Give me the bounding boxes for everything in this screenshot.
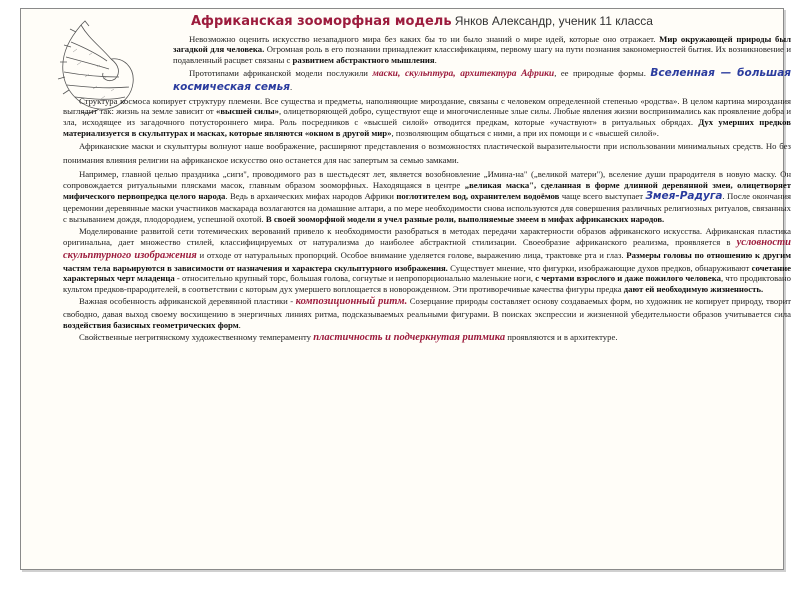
p2-text-c: , ее природные формы. (554, 68, 646, 79)
p1-bold-b: Мир окружающей природы был загадкой для человека. (173, 33, 791, 55)
p3-bold-d: Дух умерших предков материализуется в скульптурах и масках, которые являются «окном в другой мир» (63, 117, 791, 138)
p1-text-c: Огромная роль в его познании принадлежит классификациям, первому шагу на пути познания закономерностей бытия. Их возникновение и подавленный расцвет связаны с (173, 44, 792, 65)
p3-text-c: , олицетворяющей добро, существуют еще и многочисленные злые силы. Любые явления жизни воспринимались как проявление добра и зла, исходящее из загадочного потустороннего мира. Роль посредников с «высшей силой» отводится предкам, которые «участвуют» в ритуальных обрядах. (63, 106, 792, 128)
p1-text-e: . (434, 54, 437, 65)
p5-text-a: Например, главной целью праздника „сиги", проводимого раз в шестьдесят лет, является возобновление „Имина-на" („великой матери"), вселение души прародителя в новую маску. Он сопровождается ритуальными плясками масок, главным образом зооморфных. Находящаяся в центре (63, 169, 791, 190)
p5-text-g: . После окончания церемонии деревянные маски участников маскарада возлагаются на домашние алтари, а по мере необходимости снова используются для совершения различных религиозных ритуалов, связанных с вызыванием дождя, плодородием, успешной охотой. (63, 191, 792, 224)
paragraph-4 (63, 140, 791, 167)
p6-text-a: Моделирование развитой сети тотемических верований привело к необходимости разобраться в методах передачи характерности образов африканского искусства. Африканская пластика оригинальна, дает множество стилей, классифицируемых от натурализма до наиболее абстрактной стилизации. Своеобразие африканского реализма, проявляется в (63, 226, 791, 248)
paragraph-7 (63, 296, 791, 330)
p7-bold-d: воздействия базисных геометрических форм (63, 319, 239, 330)
p2-highlight-d: Вселенная — большая космическая семья (173, 67, 792, 93)
p5-bold-h: В своей зооморфной модели я учел разные роли, выполняемые змеем в мифах африканских народов. (265, 213, 665, 224)
p6-bold-d: Размеры головы по отношению к другим частям тела варьируются в зависимости от назначения и характера скульптурного изображения. (63, 249, 792, 273)
p6-text-i: , что продиктовано культом предков-прародителей, в соответствии с которым дух умершего воплощается в новорожденном. Эти противоречивые качества фигуры предка (63, 273, 792, 294)
page-title (191, 13, 791, 30)
p1-text-a: Невозможно оценить искусство незападного мира без каких бы то ни было знаний о мире идей, которые оно отражает. (189, 33, 656, 44)
intro-block (173, 34, 791, 94)
p6-bold-j: дают ей необходимую жизненность. (623, 283, 764, 294)
title-main: Африканская зооморфная модель (191, 14, 452, 29)
p6-text-c: и отходе от натуральных пропорций. Особое внимание уделяется голове, выражению лица, трактовке рта и глаз. (199, 249, 624, 260)
document-page (20, 8, 792, 570)
p3-text-e: , позволяющим общаться с ними, а при их помощи и с «высшей силой». (391, 127, 659, 138)
p6-highlight-b: условности скульптурного изображения (63, 237, 791, 261)
p6-text-g: - относительно крупный торс, большая голова, согнутые и непропорционально маленькие ноги, (176, 273, 534, 284)
paragraph-1 (173, 34, 791, 66)
p2-text-a: Прототипами африканской модели послужили (189, 68, 368, 79)
document-content (63, 13, 791, 347)
p2-highlight-b: маски, скульптура, архитектура Африки (372, 69, 555, 80)
p6-bold-f: сочетание характерных черт младенца (63, 262, 791, 284)
p7-highlight-b: композиционный ритм. (295, 296, 408, 308)
p6-bold-h: с чертами взрослого и даже пожилого человека (535, 273, 721, 284)
p4-text-a: Африканские маски и скульптуры волнуют наше воображение, расширяют представления о возможностях пластической выразительности при использовании минимальных средств. Но без понимания влияния религии на африканское искусство оно останется для нас запертым за семью замками. (63, 141, 791, 165)
paragraph-2 (173, 67, 791, 93)
p8-text-a: Свойственные негритянскому художественному темпераменту (79, 332, 312, 343)
p3-text-a: Структура космоса копирует структуру племени. Все существа и предметы, наполняющие мироздание, связаны с человеком определенной степенью «родства». В целом картина мироздания выглядит так: жизнь на земле зависит от (63, 95, 791, 117)
p1-bold-d: развитием абстрактного мышления (292, 54, 435, 65)
p8-text-c: проявляются и в архитектуре. (507, 332, 618, 343)
p8-highlight-b: пластичность и подчеркнутая ритмика (313, 332, 506, 344)
paragraph-6 (63, 226, 791, 294)
p5-bold-b: „великая маска", сделанная в форме длинной деревянной змеи, олицетворяет мифического первопредка целого народа (63, 179, 792, 202)
paragraph-3 (63, 96, 791, 138)
p5-highlight-f: Змея-Радуга (645, 190, 723, 203)
p5-text-c: . Ведь в архаических мифах народов Африки (225, 191, 394, 202)
p7-text-a: Важная особенность африканской деревянной пластики - (79, 296, 294, 307)
p7-text-c: Созерцание природы составляет основу создаваемых форм, но художник не копирует природу, творит свободно, давая выход своему восхищению в энергичных линиях ритма, подсказываемых реальными фигурами. В поисках экспрессии и жизненной убедительности образов учитывается сила (63, 296, 792, 320)
p5-text-e: чаще всего выступает (561, 191, 644, 202)
p6-text-e: Существует мнение, что фигурки, изображающие духов предков, обнаруживают (450, 262, 750, 273)
paragraph-5 (63, 169, 791, 224)
p5-bold-d: поглотителем вод, охранителем водоёмов (396, 191, 560, 202)
title-author: Янков Александр, ученик 11 класса (454, 14, 653, 28)
p3-bold-b: «высшей силы» (216, 106, 279, 117)
p7-text-e: . (238, 319, 241, 330)
p2-text-e: . (289, 82, 293, 92)
paragraph-8 (63, 332, 791, 345)
